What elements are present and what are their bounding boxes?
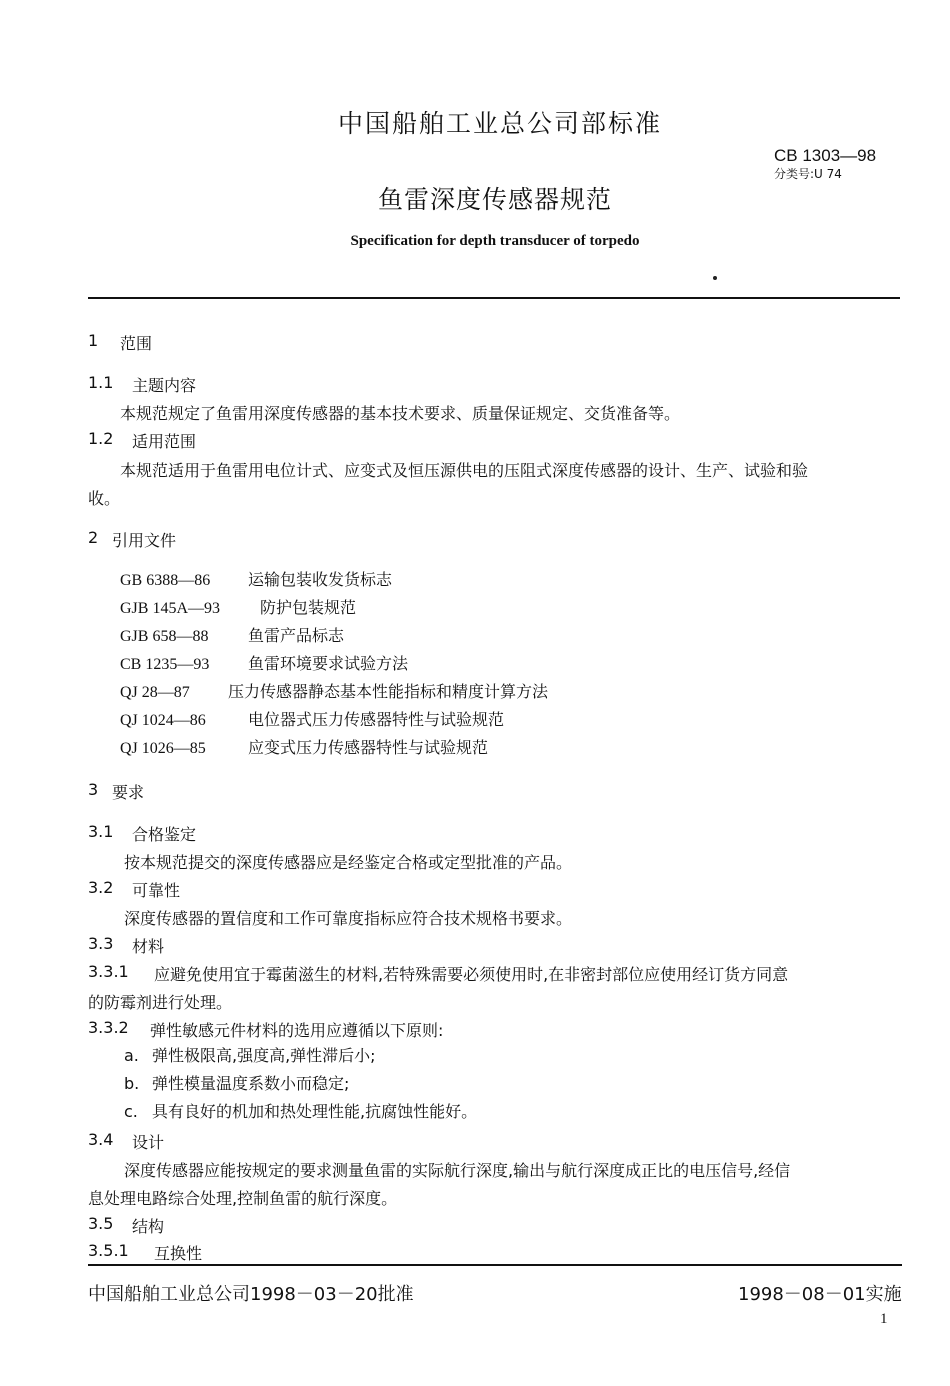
section-3-4-title: 设计 <box>132 1133 165 1152</box>
reference-item <box>120 710 504 731</box>
stray-dot <box>713 276 717 280</box>
list-item <box>124 1046 376 1066</box>
section-3-3-number: 3.3 <box>88 934 114 953</box>
document-title: 鱼雷深度传感器规范 <box>377 185 612 214</box>
section-3-1-title: 合格鉴定 <box>132 825 197 844</box>
list-item-text: 弹性极限高,强度高,弹性滞后小; <box>152 1046 376 1065</box>
reference-title: 电位器式压力传感器特性与试验规范 <box>248 710 505 729</box>
list-item-text: 具有良好的机加和热处理性能,抗腐蚀性能好。 <box>152 1102 478 1121</box>
reference-title: 鱼雷环境要求试验方法 <box>248 654 409 673</box>
section-3-5-number: 3.5 <box>88 1214 114 1233</box>
footer-divider <box>88 1264 902 1266</box>
header-divider <box>88 297 900 299</box>
section-1-2-number: 1.2 <box>88 429 114 448</box>
reference-code: GJB 658—88 <box>120 628 209 645</box>
section-3-3-1-text-line1: 应避免使用宜于霉菌滋生的材料,若特殊需要必须使用时,在非密封部位应使用经订货方同意 <box>154 965 789 984</box>
reference-title: 应变式压力传感器特性与试验规范 <box>248 738 489 757</box>
reference-code: QJ 1024—86 <box>120 712 206 729</box>
section-1-1-number: 1.1 <box>88 373 114 392</box>
approval-date: 中国船舶工业总公司1998－03－20批准 <box>88 1284 414 1305</box>
section-3-5-title: 结构 <box>132 1217 165 1236</box>
standard-code: CB 1303—98 <box>774 146 877 165</box>
section-3-3-2-text: 弹性敏感元件材料的选用应遵循以下原则: <box>150 1021 444 1040</box>
section-1-1-title: 主题内容 <box>132 376 197 395</box>
reference-code: GJB 145A—93 <box>120 600 221 617</box>
section-1-title: 范围 <box>120 334 153 353</box>
reference-item <box>120 626 344 647</box>
section-1-1-text: 本规范规定了鱼雷用深度传感器的基本技术要求、质量保证规定、交货准备等。 <box>120 404 681 423</box>
section-2-number: 2 <box>88 528 99 547</box>
list-item-label: a. <box>124 1046 139 1065</box>
section-1-2-text-line1: 本规范适用于鱼雷用电位计式、应变式及恒压源供电的压阻式深度传感器的设计、生产、试验和验 <box>120 461 809 480</box>
reference-title: 压力传感器静态基本性能指标和精度计算方法 <box>228 682 549 701</box>
section-3-number: 3 <box>88 780 99 799</box>
reference-code: CB 1235—93 <box>120 656 210 673</box>
document-subtitle-english: Specification for depth transducer of torpedo <box>350 233 640 249</box>
section-3-5-1-number: 3.5.1 <box>88 1241 129 1260</box>
classification-number: 分类号:U 74 <box>774 167 842 181</box>
section-3-3-1-text-line2: 的防霉剂进行处理。 <box>88 993 233 1012</box>
section-1-2-text-line2: 收。 <box>88 489 121 508</box>
reference-item <box>120 682 548 703</box>
section-3-3-2-number: 3.3.2 <box>88 1018 129 1037</box>
section-3-2-title: 可靠性 <box>132 881 181 900</box>
reference-title: 防护包装规范 <box>260 598 357 617</box>
reference-code: GB 6388—86 <box>120 572 211 589</box>
section-3-5-1-title: 互换性 <box>154 1244 203 1263</box>
effective-date: 1998－08－01实施 <box>738 1284 902 1305</box>
section-3-2-number: 3.2 <box>88 878 114 897</box>
list-item-label: c. <box>124 1102 138 1121</box>
section-3-4-text-line1: 深度传感器应能按规定的要求测量鱼雷的实际航行深度,输出与航行深度成正比的电压信号,经信 <box>124 1161 791 1180</box>
reference-title: 鱼雷产品标志 <box>248 626 345 645</box>
list-item <box>124 1074 349 1094</box>
reference-item <box>120 598 356 619</box>
section-3-2-text: 深度传感器的置信度和工作可靠度指标应符合技术规格书要求。 <box>124 909 573 928</box>
section-3-title: 要求 <box>112 783 145 802</box>
section-3-4-text-line2: 息处理电路综合处理,控制鱼雷的航行深度。 <box>88 1189 398 1208</box>
section-1-2-title: 适用范围 <box>132 432 197 451</box>
reference-item <box>120 738 488 759</box>
reference-code: QJ 28—87 <box>120 684 190 701</box>
list-item-text: 弹性模量温度系数小而稳定; <box>152 1074 350 1093</box>
reference-item <box>120 654 408 675</box>
list-item-label: b. <box>124 1074 140 1093</box>
section-3-3-1-number: 3.3.1 <box>88 962 129 981</box>
reference-code: QJ 1026—85 <box>120 740 206 757</box>
section-3-3-title: 材料 <box>132 937 165 956</box>
section-2-title: 引用文件 <box>112 531 177 550</box>
reference-title: 运输包装收发货标志 <box>248 570 393 589</box>
section-3-1-number: 3.1 <box>88 822 114 841</box>
section-3-1-text: 按本规范提交的深度传感器应是经鉴定合格或定型批准的产品。 <box>124 853 573 872</box>
section-1-number: 1 <box>88 331 99 350</box>
page-number: 1 <box>880 1311 888 1327</box>
organization-title: 中国船舶工业总公司部标准 <box>337 109 662 138</box>
reference-item <box>120 570 392 591</box>
section-3-4-number: 3.4 <box>88 1130 114 1149</box>
list-item <box>124 1102 477 1122</box>
